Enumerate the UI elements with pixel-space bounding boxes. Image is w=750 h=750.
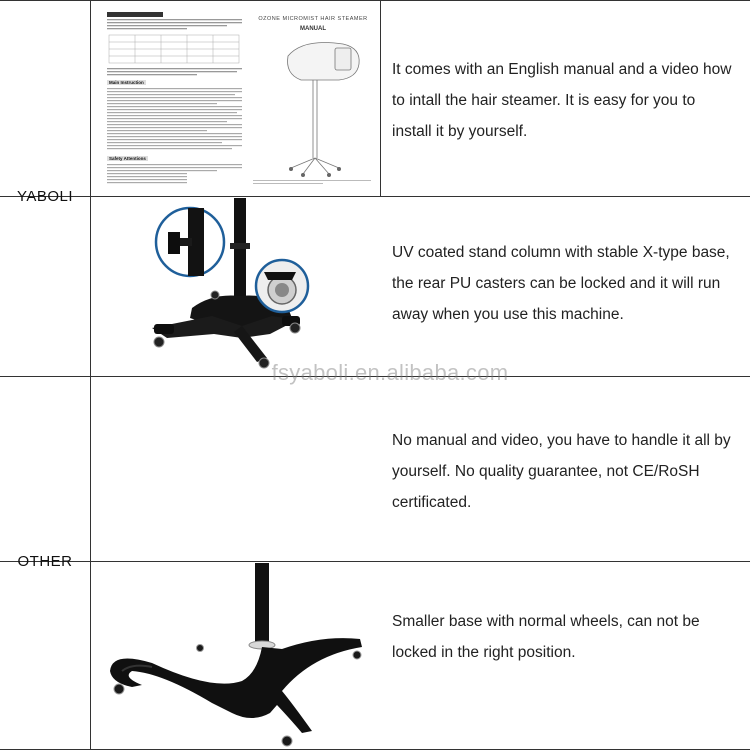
brand-column-divider: [90, 0, 91, 750]
description-manual: It comes with an English manual and a video how to intall the hair steamer. It is easy for you to install it by yourself.: [392, 61, 732, 140]
row-divider-3: [0, 561, 750, 562]
manual-page-thumbnail: [103, 8, 375, 188]
description-no-manual: No manual and video, you have to handle it all by yourself. No quality guarantee, not CE/RoSH certificated.: [392, 432, 731, 511]
brand-label-yaboli: YABOLI: [16, 188, 74, 205]
description-stand-yaboli: UV coated stand column with stable X-type base, the rear PU casters can be locked and it will run away when you use this machine.: [392, 244, 730, 323]
brand-label-other: OTHER: [17, 553, 73, 570]
image-column-divider-top: [380, 0, 381, 196]
watermark: fsyaboli.en.alibaba.com: [271, 360, 509, 385]
manual-subtitle: MANUAL: [300, 26, 326, 32]
round-base: [110, 638, 362, 733]
description-stand-other: Smaller base with normal wheels, can not be locked in the right position.: [392, 613, 700, 661]
stand-column: [255, 563, 269, 643]
manual-title: OZONE MICROMIST HAIR STEAMER: [258, 16, 368, 22]
row-divider-1: [0, 196, 750, 197]
manual-section-header: Main Instruction: [109, 80, 144, 85]
manual-text-lines: [103, 8, 375, 188]
other-stand-photo: [92, 563, 382, 748]
manual-section-header: Safety Attentions: [109, 156, 146, 161]
top-border: [0, 0, 750, 1]
yaboli-stand-photo: [92, 198, 382, 373]
